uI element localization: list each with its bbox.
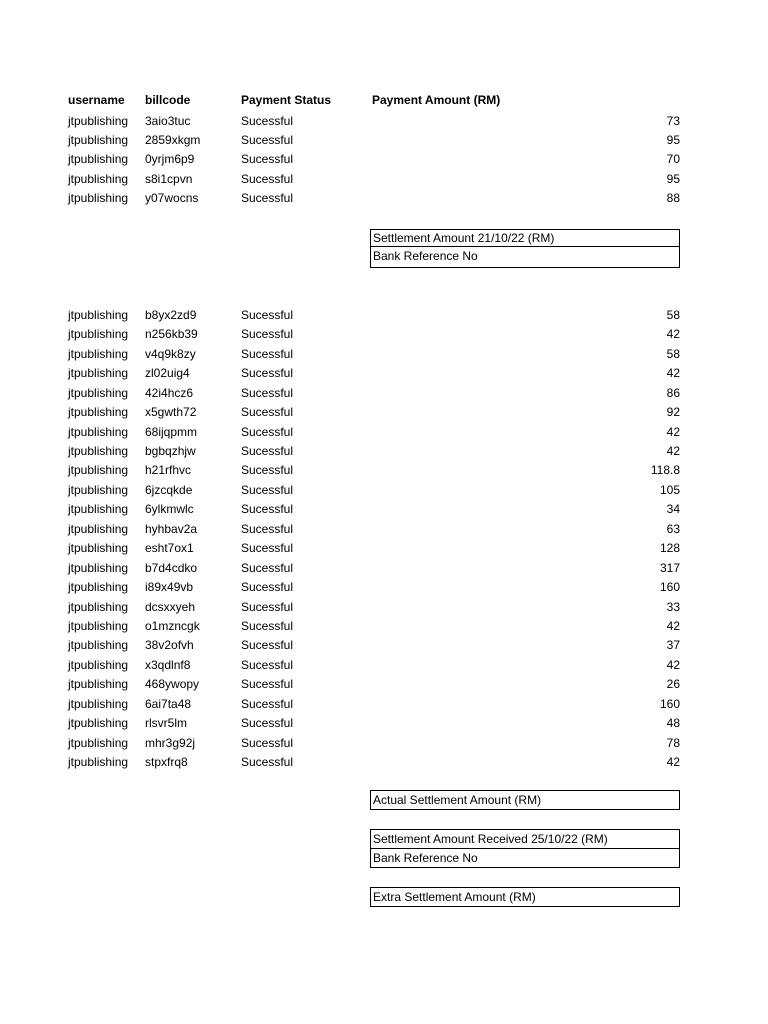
cell-status: Sucessful	[241, 366, 294, 381]
cell-username: jtpublishing	[68, 638, 129, 653]
cell-status: Sucessful	[241, 405, 294, 420]
cell-status: Sucessful	[241, 638, 294, 653]
table-row	[0, 170, 768, 189]
bank-reference-box: Bank Reference No	[370, 247, 680, 268]
cell-amount: 92	[666, 405, 680, 420]
cell-billcode: i89x49vb	[145, 580, 194, 595]
cell-status: Sucessful	[241, 560, 294, 575]
cell-status: Sucessful	[241, 657, 294, 672]
cell-username: jtpublishing	[68, 385, 129, 400]
cell-billcode: x3qdlnf8	[145, 657, 191, 672]
actual-settlement-box: Actual Settlement Amount (RM)	[370, 790, 680, 810]
cell-billcode: o1mzncgk	[145, 619, 200, 633]
cell-billcode: x5gwth72	[145, 405, 197, 420]
cell-amount: 95	[666, 132, 680, 147]
header-payment-amount: Payment Amount (RM)	[372, 93, 501, 107]
table-row	[0, 481, 768, 500]
cell-status: Sucessful	[241, 580, 294, 595]
cell-amount: 95	[666, 171, 680, 186]
table-row	[0, 189, 768, 208]
cell-status: Sucessful	[241, 463, 294, 478]
cell-billcode: s8i1cpvn	[145, 171, 193, 186]
table-row	[0, 714, 768, 733]
cell-billcode: hyhbav2a	[145, 521, 198, 536]
table-row	[0, 539, 768, 558]
table-row	[0, 734, 768, 753]
cell-username: jtpublishing	[68, 152, 129, 167]
table-row	[0, 112, 768, 131]
cell-username: jtpublishing	[68, 191, 129, 206]
cell-username: jtpublishing	[68, 405, 129, 420]
cell-username: jtpublishing	[68, 307, 129, 322]
table-row	[0, 636, 768, 655]
cell-billcode: 6ai7ta48	[145, 696, 192, 711]
cell-username: jtpublishing	[68, 463, 129, 478]
cell-status: Sucessful	[241, 677, 294, 692]
table-row	[0, 559, 768, 578]
cell-billcode: 0yrjm6p9	[145, 152, 195, 167]
table-row	[0, 617, 768, 636]
cell-status: Sucessful	[241, 696, 294, 711]
table-row	[0, 364, 768, 383]
cell-amount: 63	[666, 521, 680, 536]
cell-billcode: mhr3g92j	[145, 735, 196, 750]
cell-billcode: 6jzcqkde	[145, 482, 193, 497]
cell-billcode: b7d4cdko	[145, 560, 198, 575]
cell-billcode: n256kb39	[145, 327, 198, 342]
settlement-amount-box: Settlement Amount 21/10/22 (RM)	[370, 229, 680, 247]
cell-billcode: zl02uig4	[145, 366, 190, 381]
table-row	[0, 598, 768, 617]
cell-username: jtpublishing	[68, 521, 129, 536]
table-row	[0, 520, 768, 539]
bank-reference-box-2: Bank Reference No	[370, 848, 680, 868]
cell-amount: 128	[659, 541, 680, 556]
cell-status: Sucessful	[241, 755, 294, 770]
cell-status: Sucessful	[241, 346, 294, 361]
cell-username: jtpublishing	[68, 677, 129, 692]
cell-username: jtpublishing	[68, 560, 129, 575]
cell-status: Sucessful	[241, 443, 294, 458]
cell-status: Sucessful	[241, 385, 294, 400]
cell-username: jtpublishing	[68, 716, 129, 731]
cell-billcode: 42i4hcz6	[145, 385, 194, 400]
cell-username: jtpublishing	[68, 171, 129, 186]
cell-amount: 160	[659, 696, 680, 711]
cell-amount: 42	[666, 657, 680, 672]
cell-billcode: v4q9k8zy	[145, 346, 196, 361]
cell-billcode: 68ijqpmm	[145, 424, 198, 439]
cell-amount: 42	[666, 424, 680, 439]
cell-amount: 118.8	[650, 463, 680, 478]
cell-username: jtpublishing	[68, 327, 129, 342]
cell-username: jtpublishing	[68, 346, 129, 361]
cell-username: jtpublishing	[68, 541, 129, 556]
cell-billcode: 38v2ofvh	[145, 638, 194, 653]
cell-username: jtpublishing	[68, 424, 129, 439]
cell-amount: 34	[666, 502, 680, 517]
cell-status: Sucessful	[241, 307, 294, 322]
cell-billcode: 3aio3tuc	[145, 113, 191, 128]
cell-username: jtpublishing	[68, 755, 129, 770]
cell-username: jtpublishing	[68, 443, 129, 458]
cell-billcode: b8yx2zd9	[145, 307, 197, 322]
table-row	[0, 578, 768, 597]
cell-amount: 58	[666, 307, 680, 322]
cell-amount: 42	[666, 327, 680, 342]
cell-username: jtpublishing	[68, 366, 129, 381]
cell-billcode: 2859xkgm	[145, 132, 201, 147]
cell-amount: 70	[666, 152, 680, 167]
cell-amount: 33	[666, 599, 680, 614]
cell-billcode: 468ywopy	[145, 677, 200, 692]
cell-status: Sucessful	[241, 502, 294, 517]
cell-amount: 86	[666, 385, 680, 400]
table-row	[0, 306, 768, 325]
cell-amount: 105	[659, 482, 680, 497]
cell-status: Sucessful	[241, 132, 294, 147]
cell-amount: 37	[666, 638, 680, 653]
cell-username: jtpublishing	[68, 113, 129, 128]
cell-status: Sucessful	[241, 599, 294, 614]
cell-billcode: h21rfhvc	[145, 463, 192, 478]
cell-username: jtpublishing	[68, 132, 129, 147]
table-row	[0, 656, 768, 675]
cell-username: jtpublishing	[68, 482, 129, 497]
settlement-received-box: Settlement Amount Received 25/10/22 (RM)	[370, 829, 680, 849]
cell-billcode: y07wocns	[145, 191, 199, 206]
cell-billcode: 6ylkmwlc	[145, 502, 194, 517]
table-row	[0, 423, 768, 442]
cell-amount: 42	[666, 755, 680, 770]
table-row	[0, 384, 768, 403]
cell-amount: 26	[666, 677, 680, 692]
header-username: username	[68, 93, 125, 107]
cell-status: Sucessful	[241, 152, 294, 167]
cell-status: Sucessful	[241, 113, 294, 128]
cell-status: Sucessful	[241, 482, 294, 497]
cell-username: jtpublishing	[68, 735, 129, 750]
header-billcode: billcode	[145, 93, 191, 107]
cell-amount: 317	[659, 560, 680, 575]
cell-username: jtpublishing	[68, 502, 129, 517]
cell-status: Sucessful	[241, 521, 294, 536]
table-row	[0, 131, 768, 150]
table-row	[0, 675, 768, 694]
header-payment-status: Payment Status	[241, 93, 332, 107]
table-header	[0, 91, 768, 110]
cell-amount: 88	[666, 191, 680, 206]
cell-username: jtpublishing	[68, 599, 129, 614]
cell-status: Sucessful	[241, 191, 294, 206]
cell-amount: 42	[666, 619, 680, 633]
table-row	[0, 403, 768, 422]
cell-status: Sucessful	[241, 541, 294, 556]
cell-amount: 42	[666, 366, 680, 381]
cell-username: jtpublishing	[68, 657, 129, 672]
cell-status: Sucessful	[241, 171, 294, 186]
cell-amount: 58	[666, 346, 680, 361]
cell-billcode: rlsvr5lm	[145, 716, 187, 731]
cell-status: Sucessful	[241, 716, 294, 731]
table-row	[0, 753, 768, 772]
cell-amount: 78	[666, 735, 680, 750]
cell-status: Sucessful	[241, 327, 294, 342]
table-row	[0, 325, 768, 344]
cell-username: jtpublishing	[68, 696, 129, 711]
cell-amount: 42	[666, 443, 680, 458]
cell-status: Sucessful	[241, 735, 294, 750]
table-row	[0, 150, 768, 169]
cell-amount: 73	[666, 113, 680, 128]
table-row	[0, 695, 768, 714]
cell-status: Sucessful	[241, 619, 294, 633]
cell-billcode: stpxfrq8	[145, 755, 188, 770]
extra-settlement-box: Extra Settlement Amount (RM)	[370, 887, 680, 907]
cell-username: jtpublishing	[68, 580, 129, 595]
table-row	[0, 461, 768, 480]
table-row	[0, 442, 768, 461]
table-row	[0, 500, 768, 519]
table-row	[0, 345, 768, 364]
cell-username: jtpublishing	[68, 619, 129, 633]
cell-amount: 160	[659, 580, 680, 595]
cell-billcode: esht7ox1	[145, 541, 194, 556]
cell-amount: 48	[666, 716, 680, 731]
cell-billcode: bgbqzhjw	[145, 443, 196, 458]
cell-billcode: dcsxxyeh	[145, 599, 196, 614]
cell-status: Sucessful	[241, 424, 294, 439]
